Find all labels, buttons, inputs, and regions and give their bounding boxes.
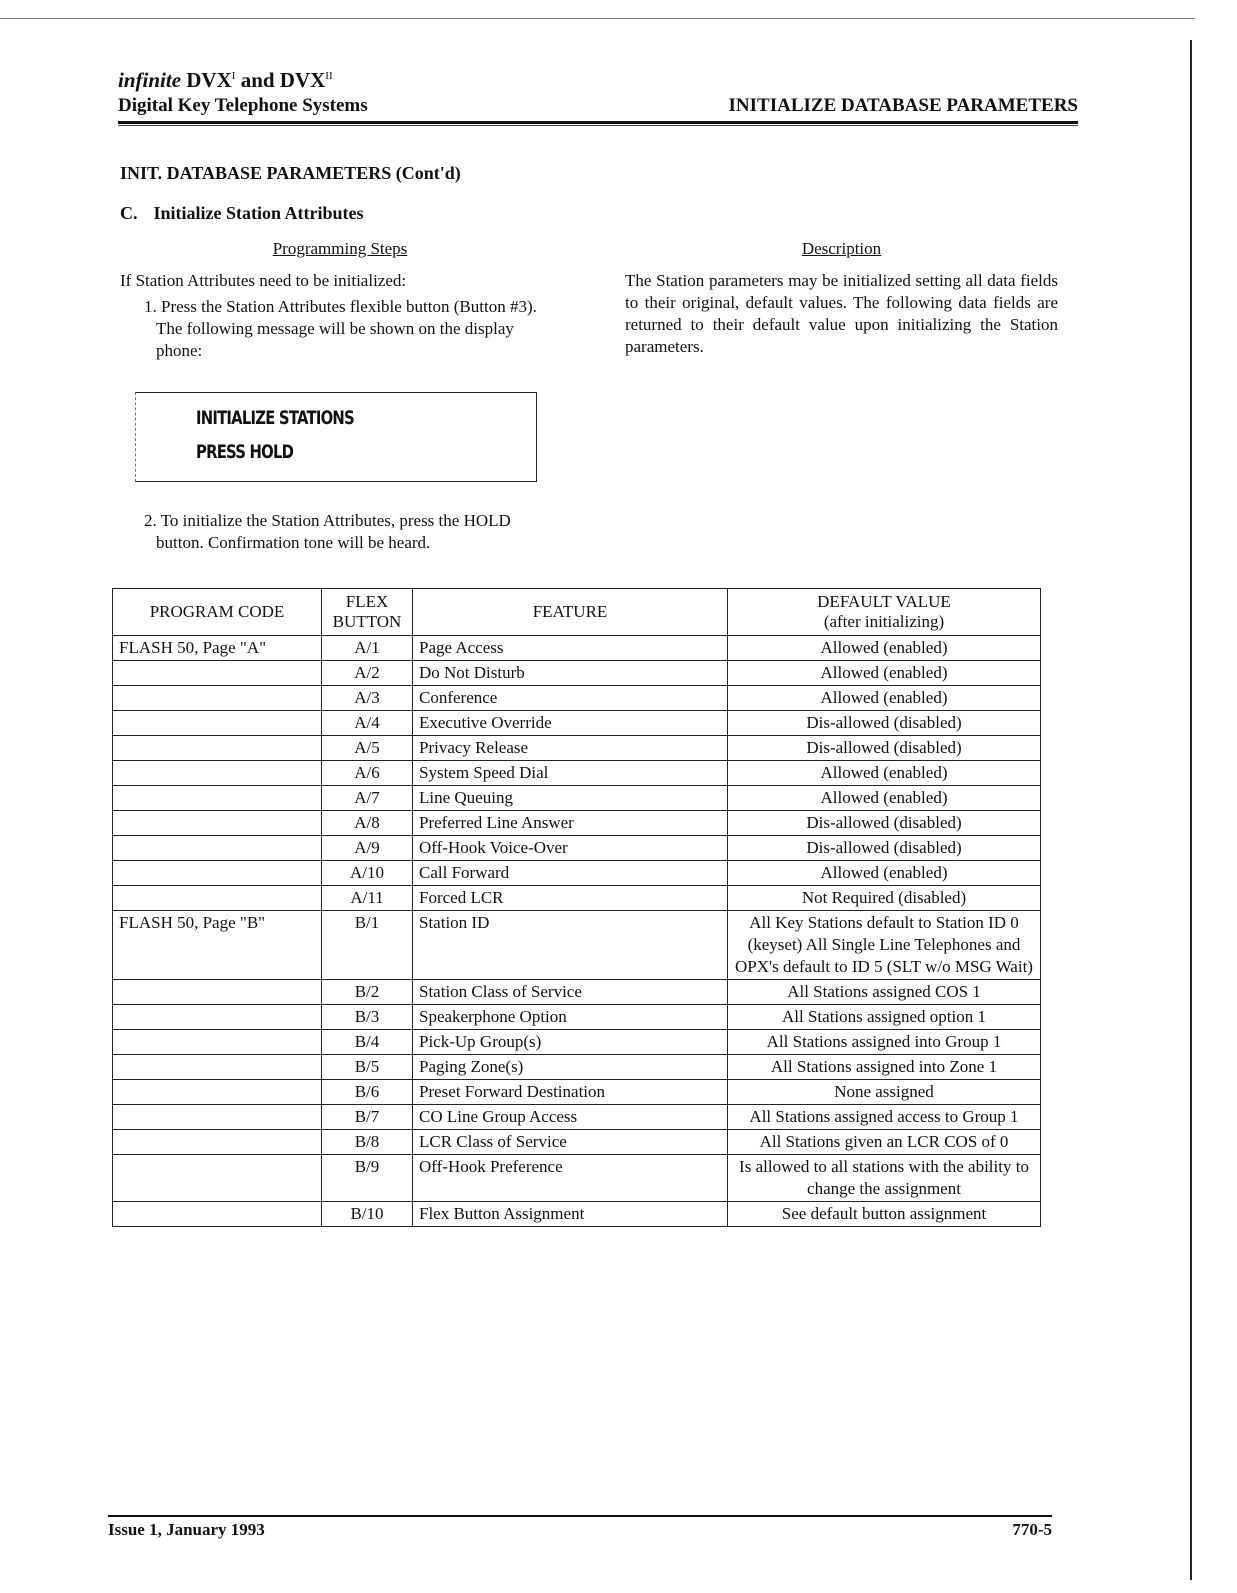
programming-steps-heading: Programming Steps <box>272 239 408 258</box>
brand-sup-2: II <box>325 70 333 82</box>
feature-cell: System Speed Dial <box>413 761 728 786</box>
table-row <box>113 1105 1041 1130</box>
feature-cell: Page Access <box>413 636 728 661</box>
page-right-edge <box>1190 40 1192 1580</box>
default-value-cell: All Stations assigned COS 1 <box>728 980 1041 1005</box>
flex-button-cell: B/10 <box>322 1202 413 1227</box>
header-default-value: DEFAULT VALUE (after initializing) <box>728 589 1041 636</box>
subsection-text: Initialize Station Attributes <box>153 203 364 223</box>
table-header-row <box>113 589 1041 636</box>
default-value-cell: Not Required (disabled) <box>728 886 1041 911</box>
program-code-cell <box>113 1202 322 1227</box>
program-code-cell <box>113 786 322 811</box>
subsection-letter: C. <box>120 203 138 223</box>
feature-cell: Preferred Line Answer <box>413 811 728 836</box>
table-row <box>113 686 1041 711</box>
feature-cell: Executive Override <box>413 711 728 736</box>
table-row <box>113 711 1041 736</box>
default-value-cell: All Stations assigned into Group 1 <box>728 1030 1041 1055</box>
flex-button-cell: A/11 <box>322 886 413 911</box>
default-value-cell: Allowed (enabled) <box>728 861 1041 886</box>
step-1: 1. Press the Station Attributes flexible button (Button #3). The following message will be shown on the display phone: <box>144 297 537 360</box>
page-footer <box>108 1515 1052 1540</box>
feature-cell: CO Line Group Access <box>413 1105 728 1130</box>
default-value-cell: All Stations assigned option 1 <box>728 1005 1041 1030</box>
flex-button-cell: A/1 <box>322 636 413 661</box>
program-code-cell <box>113 886 322 911</box>
program-code-cell <box>113 1030 322 1055</box>
default-value-cell: Dis-allowed (disabled) <box>728 836 1041 861</box>
feature-cell: Call Forward <box>413 861 728 886</box>
page-header <box>118 68 1078 126</box>
page-top-edge <box>0 18 1195 19</box>
feature-cell: Off-Hook Preference <box>413 1155 728 1202</box>
feature-cell: Forced LCR <box>413 886 728 911</box>
program-code-cell <box>113 836 322 861</box>
table-row <box>113 761 1041 786</box>
table-row <box>113 1202 1041 1227</box>
step-2: 2. To initialize the Station Attributes, press the HOLD button. Confirmation tone will be heard. <box>144 511 511 552</box>
default-value-cell: Allowed (enabled) <box>728 661 1041 686</box>
feature-cell: Preset Forward Destination <box>413 1080 728 1105</box>
feature-cell: Speakerphone Option <box>413 1005 728 1030</box>
display-line-2: PRESS HOLD <box>196 441 294 463</box>
default-value-cell: Allowed (enabled) <box>728 761 1041 786</box>
program-code-cell <box>113 1155 322 1202</box>
description-text: The Station parameters may be initialized setting all data fields to their original, default values. The following data fields are returned to their default value upon initializing the Station parameters. <box>625 271 1058 356</box>
default-value-cell: Is allowed to all stations with the ability to change the assignment <box>728 1155 1041 1202</box>
description <box>625 238 1058 358</box>
table-row <box>113 1030 1041 1055</box>
program-code-cell <box>113 1105 322 1130</box>
program-code-cell <box>113 811 322 836</box>
feature-cell: Station Class of Service <box>413 980 728 1005</box>
program-code-cell <box>113 661 322 686</box>
footer-issue: Issue 1, January 1993 <box>108 1520 265 1539</box>
flex-button-cell: A/8 <box>322 811 413 836</box>
feature-cell: LCR Class of Service <box>413 1130 728 1155</box>
feature-cell: Flex Button Assignment <box>413 1202 728 1227</box>
table-row <box>113 861 1041 886</box>
program-code-cell <box>113 711 322 736</box>
program-code-cell <box>113 686 322 711</box>
header-program-code: PROGRAM CODE <box>113 589 322 636</box>
default-value-cell: All Key Stations default to Station ID 0 (keyset) All Single Line Telephones and OPX's default to ID 5 (SLT w/o MSG Wait) <box>728 911 1041 980</box>
flex-button-cell: A/6 <box>322 761 413 786</box>
program-code-cell: FLASH 50, Page "A" <box>113 636 322 661</box>
subsection-title <box>120 203 364 224</box>
programming-steps <box>120 238 560 554</box>
station-attributes-table <box>112 588 1041 1227</box>
table-row <box>113 1055 1041 1080</box>
feature-cell: Station ID <box>413 911 728 980</box>
table-row <box>113 980 1041 1005</box>
flex-button-cell: B/9 <box>322 1155 413 1202</box>
header-feature: FEATURE <box>413 589 728 636</box>
flex-button-cell: B/5 <box>322 1055 413 1080</box>
table-row <box>113 911 1041 980</box>
program-code-cell <box>113 1130 322 1155</box>
default-value-cell: All Stations given an LCR COS of 0 <box>728 1130 1041 1155</box>
default-value-cell: Dis-allowed (disabled) <box>728 736 1041 761</box>
table-row <box>113 736 1041 761</box>
table-row <box>113 636 1041 661</box>
flex-button-cell: B/4 <box>322 1030 413 1055</box>
header-flex-button: FLEX BUTTON <box>322 589 413 636</box>
program-code-cell <box>113 1080 322 1105</box>
flex-button-cell: B/3 <box>322 1005 413 1030</box>
program-code-cell <box>113 861 322 886</box>
flex-button-cell: B/6 <box>322 1080 413 1105</box>
flex-button-cell: A/10 <box>322 861 413 886</box>
header-rule-thin <box>118 125 1078 126</box>
flex-button-cell: A/7 <box>322 786 413 811</box>
steps-intro: If Station Attributes need to be initialized: <box>120 271 407 290</box>
brand-italic: infinite <box>118 68 182 92</box>
table-row <box>113 886 1041 911</box>
program-code-cell <box>113 761 322 786</box>
program-code-cell <box>113 1005 322 1030</box>
flex-button-cell: B/2 <box>322 980 413 1005</box>
footer-page-number: 770-5 <box>1012 1520 1052 1539</box>
default-value-cell: Dis-allowed (disabled) <box>728 711 1041 736</box>
table-row <box>113 811 1041 836</box>
flex-button-cell: B/8 <box>322 1130 413 1155</box>
brand-and: and DVX <box>240 68 326 92</box>
default-value-cell: All Stations assigned into Zone 1 <box>728 1055 1041 1080</box>
default-value-cell: Allowed (enabled) <box>728 786 1041 811</box>
default-value-cell: Allowed (enabled) <box>728 636 1041 661</box>
table-row <box>113 1155 1041 1202</box>
program-code-cell <box>113 1055 322 1080</box>
feature-cell: Conference <box>413 686 728 711</box>
section-title: INIT. DATABASE PARAMETERS (Cont'd) <box>120 163 461 183</box>
brand-title <box>118 68 1078 93</box>
header-subtitle: Digital Key Telephone Systems <box>118 95 368 116</box>
default-value-cell: Dis-allowed (disabled) <box>728 811 1041 836</box>
program-code-cell: FLASH 50, Page "B" <box>113 911 322 980</box>
program-code-cell <box>113 980 322 1005</box>
brand-product: DVX <box>186 68 232 92</box>
flex-button-cell: A/4 <box>322 711 413 736</box>
header-chapter: INITIALIZE DATABASE PARAMETERS <box>728 95 1078 116</box>
table-row <box>113 1130 1041 1155</box>
table-row <box>113 836 1041 861</box>
feature-cell: Privacy Release <box>413 736 728 761</box>
feature-cell: Do Not Disturb <box>413 661 728 686</box>
footer-rule <box>108 1515 1052 1517</box>
flex-button-cell: B/1 <box>322 911 413 980</box>
flex-button-cell: A/2 <box>322 661 413 686</box>
description-heading: Description <box>801 239 882 258</box>
default-value-cell: All Stations assigned access to Group 1 <box>728 1105 1041 1130</box>
feature-cell: Off-Hook Voice-Over <box>413 836 728 861</box>
table-row <box>113 1080 1041 1105</box>
table-row <box>113 661 1041 686</box>
flex-button-cell: A/3 <box>322 686 413 711</box>
table-row <box>113 1005 1041 1030</box>
program-code-cell <box>113 736 322 761</box>
feature-cell: Line Queuing <box>413 786 728 811</box>
flex-button-cell: B/7 <box>322 1105 413 1130</box>
default-value-cell: See default button assignment <box>728 1202 1041 1227</box>
flex-button-cell: A/9 <box>322 836 413 861</box>
feature-cell: Paging Zone(s) <box>413 1055 728 1080</box>
display-line-1: INITIALIZE STATIONS <box>196 407 354 429</box>
feature-cell: Pick-Up Group(s) <box>413 1030 728 1055</box>
brand-sup-1: I <box>231 70 236 82</box>
header-rule <box>118 121 1078 124</box>
flex-button-cell: A/5 <box>322 736 413 761</box>
table-row <box>113 786 1041 811</box>
default-value-cell: Allowed (enabled) <box>728 686 1041 711</box>
default-value-cell: None assigned <box>728 1080 1041 1105</box>
phone-display <box>135 392 537 482</box>
